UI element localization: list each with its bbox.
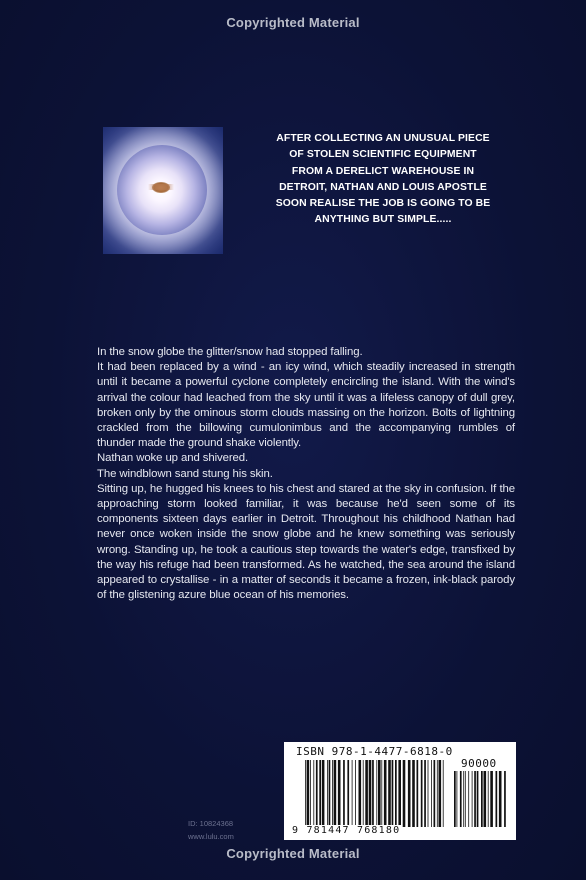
barcode-bar bbox=[434, 760, 436, 827]
barcode-bar bbox=[392, 760, 394, 827]
barcode-bar bbox=[463, 771, 464, 827]
teaser-line: FROM A DERELICT WAREHOUSE IN bbox=[291, 165, 475, 177]
barcode-bar bbox=[488, 771, 489, 827]
publisher-info bbox=[188, 817, 234, 843]
story-excerpt bbox=[97, 345, 515, 603]
barcode-bar bbox=[329, 760, 331, 827]
barcode-bar bbox=[338, 760, 341, 827]
barcode-bar bbox=[343, 760, 345, 827]
barcode-bar bbox=[468, 771, 469, 827]
barcode-bar bbox=[431, 760, 432, 827]
barcode-bar bbox=[412, 760, 415, 827]
barcode-bar bbox=[398, 760, 401, 827]
barcode-bar bbox=[460, 771, 462, 827]
barcode-bar bbox=[504, 771, 506, 827]
barcode-bar bbox=[403, 760, 406, 827]
barcode-bar bbox=[359, 760, 362, 827]
barcode-bar bbox=[424, 760, 426, 827]
watermark-bottom: Copyrighted Material bbox=[226, 846, 360, 861]
barcode-digits: 9 781447 768180 bbox=[292, 825, 401, 836]
barcode-bar bbox=[477, 771, 479, 827]
price-code: 90000 bbox=[461, 757, 497, 770]
barcode-bar bbox=[454, 771, 456, 827]
teaser-blurb bbox=[248, 131, 518, 229]
barcode-bar bbox=[372, 760, 374, 827]
barcode-bar bbox=[408, 760, 411, 827]
barcode-bar bbox=[319, 760, 321, 827]
barcode-bar bbox=[352, 760, 353, 827]
teaser-line: AFTER COLLECTING AN UNUSUAL PIECE bbox=[276, 133, 490, 144]
barcode-bar bbox=[499, 771, 502, 827]
barcode-bar bbox=[496, 771, 498, 827]
isbn-label: ISBN 978-1-4477-6818-0 bbox=[296, 745, 453, 758]
teaser-line: ANYTHING BUT SIMPLE..... bbox=[314, 214, 452, 226]
barcode-bar bbox=[307, 760, 310, 827]
publisher-url: www.lulu.com bbox=[188, 832, 234, 841]
story-paragraph: Nathan woke up and shivered. bbox=[97, 452, 249, 465]
barcode-bar bbox=[355, 760, 356, 827]
barcode-bar bbox=[388, 760, 391, 827]
barcode-bar bbox=[472, 771, 473, 827]
publisher-id: ID: 10824368 bbox=[188, 819, 234, 828]
barcode-bar bbox=[332, 760, 333, 827]
barcode-bar bbox=[384, 760, 387, 827]
barcode-bar bbox=[484, 771, 487, 827]
barcode-bar bbox=[437, 760, 438, 827]
barcode-bar bbox=[465, 771, 466, 827]
barcode-bar bbox=[457, 771, 458, 827]
story-paragraph: In the snow globe the glitter/snow had stopped falling. bbox=[97, 346, 363, 358]
barcode-bar bbox=[490, 771, 493, 827]
barcode-bar bbox=[443, 760, 444, 827]
barcode-bar bbox=[316, 760, 318, 827]
barcode-bar bbox=[376, 760, 377, 827]
barcode-bar bbox=[310, 760, 311, 827]
isbn-barcode bbox=[284, 742, 516, 840]
barcode-bar bbox=[334, 760, 337, 827]
barcode-bar bbox=[365, 760, 368, 827]
barcode-bar bbox=[428, 760, 429, 827]
barcode-bar bbox=[439, 760, 442, 827]
barcode-bar bbox=[313, 760, 314, 827]
barcode-bar bbox=[327, 760, 328, 827]
teaser-line: DETROIT, NATHAN AND LOUIS APOSTLE bbox=[279, 181, 487, 193]
watermark-top: Copyrighted Material bbox=[226, 15, 360, 30]
story-paragraph: Sitting up, he hugged his knees to his chest and stared at the sky in confusion. If the approaching storm looked familiar, it was because he'd seen some of its components sixteen days earlier in Detroit. Throughout his childhood Nathan had never once woken inside the snow globe and he knew something was seriously wrong. Standing up, he took a cautious step towards the water's edge, transfixed by the way his refuge had been transformed. As he watched, the sea around the island appeared to crystallise - in a matter of seconds it became a frozen, ink-black parody of the glistening azure blue ocean of his memories. bbox=[97, 482, 515, 602]
barcode-bar bbox=[378, 760, 381, 827]
barcode-bar bbox=[421, 760, 423, 827]
globe-figure bbox=[152, 182, 170, 193]
barcode-bar bbox=[417, 760, 419, 827]
story-paragraph: It had been replaced by a wind - an icy wind, which steadily increased in strength until it became a powerful cyclone completely encircling the island. With the wind's arrival the colour had leached from the sky until it was a lifeless canopy of dull grey, broken only by the ominous storm clouds massing on the horizon. Bolts of lightning crackled from the billowing cumulonimbus and the accompanying rumbles of thunder made the ground shake violently. bbox=[97, 361, 515, 450]
barcode-bar bbox=[474, 771, 476, 827]
barcode-bar bbox=[305, 760, 306, 827]
snow-globe-image bbox=[103, 127, 223, 254]
story-paragraph: The windblown sand stung his skin. bbox=[97, 467, 273, 480]
barcode-bar bbox=[481, 771, 483, 827]
teaser-line: OF STOLEN SCIENTIFIC EQUIPMENT bbox=[289, 149, 477, 161]
barcode-bars bbox=[305, 760, 445, 827]
barcode-bar bbox=[381, 760, 382, 827]
barcode-bar bbox=[395, 760, 397, 827]
barcode-bar bbox=[363, 760, 364, 827]
barcode-bar bbox=[322, 760, 325, 827]
barcode-bar bbox=[347, 760, 349, 827]
teaser-line: SOON REALISE THE JOB IS GOING TO BE bbox=[275, 198, 491, 210]
barcode-bar bbox=[369, 760, 372, 827]
barcode-addon-bars bbox=[454, 771, 506, 827]
